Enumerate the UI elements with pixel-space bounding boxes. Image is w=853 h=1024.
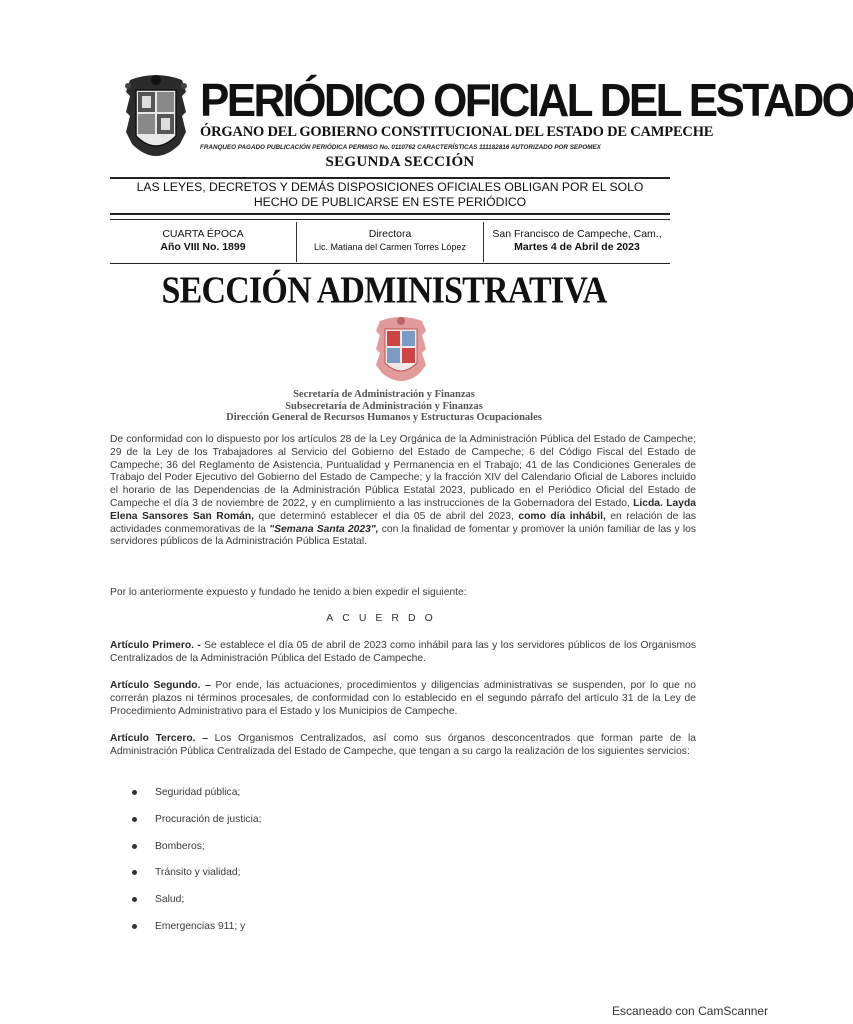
divider bbox=[110, 263, 670, 264]
inhabil-highlight: como día inhábil, bbox=[518, 510, 606, 522]
preamble-paragraph bbox=[110, 434, 696, 549]
intro-paragraph: Por lo anteriormente expuesto y fundado he tenido a bien expedir el siguiente: bbox=[110, 587, 467, 598]
divider bbox=[110, 177, 670, 179]
list-item: Bomberos; bbox=[130, 841, 261, 868]
legal-notice-line-2: HECHO DE PUBLICARSE EN ESTE PERIÓDICO bbox=[253, 195, 527, 209]
newspaper-subtitle: ÓRGANO DEL GOBIERNO CONSTITUCIONAL DEL ESTADO DE CAMPECHE bbox=[200, 124, 714, 140]
legal-notice bbox=[110, 180, 670, 210]
list-item: Tránsito y vialidad; bbox=[130, 867, 261, 894]
section-title: SECCIÓN ADMINISTRATIVA bbox=[161, 270, 607, 312]
acuerdo-heading: ACUERDO bbox=[326, 612, 442, 624]
services-list bbox=[130, 787, 261, 948]
date-cell bbox=[483, 222, 670, 262]
publication-date: Martes 4 de Abril de 2023 bbox=[514, 241, 640, 253]
preamble-text: que determinó establecer el día 05 de abril del 2023, bbox=[254, 510, 519, 522]
director-name: Lic. Matiana del Carmen Torres López bbox=[314, 242, 466, 252]
section-label: SEGUNDA SECCIÓN bbox=[325, 154, 475, 170]
article-3-label: Artículo Tercero. – bbox=[110, 733, 208, 744]
preamble-text: De conformidad con lo dispuesto por los artículos 28 de la Ley Orgánica de la Administración Pública del Estado de Campeche; 29 de la Ley de los Trabajadores al Servicio del Gobierno del Estado de Campeche; 6 del Código Fiscal del Estado de Campeche; 36 del Reglamento de Asistencia, Puntualidad y Permanencia en el Trabajo; 41 de las Condiciones Generales de Trabajo del Poder Ejecutivo del Gobierno del Estado de Campeche; y la fracción XIV del Calendario Oficial de Labores incluido el horario de las Dependencias de la Administración Pública Estatal 2023, publicado en el Periódico Oficial del Estado de Campeche el día 3 de noviembre de 2022, y en cumplimiento a las instrucciones de la Gobernadora del Estado, bbox=[110, 434, 696, 509]
list-item: Emergencias 911; y bbox=[130, 921, 261, 948]
place-label: San Francisco de Campeche, Cam., bbox=[492, 228, 662, 240]
newspaper-title: PERIÓDICO OFICIAL DEL ESTADO bbox=[200, 74, 853, 127]
article-2-text: Por ende, las actuaciones, procedimientos y diligencias administrativas se suspenden, por lo que no correrán plazos ni términos procesales, de conformidad con lo establecido en el segundo párrafo del artículo 31 de la Ley de Procedimiento Administrativo para el Estado y los Municipios de Campeche. bbox=[110, 680, 696, 717]
department-line-1: Secretaría de Administración y Finanzas bbox=[293, 389, 475, 400]
issue-number: Año VIII No. 1899 bbox=[160, 241, 246, 253]
epoca-label: CUARTA ÉPOCA bbox=[162, 228, 244, 240]
article-1-label: Artículo Primero. - bbox=[110, 640, 201, 651]
divider bbox=[110, 213, 670, 215]
department-header bbox=[0, 389, 768, 424]
franqueo-line: FRANQUEO PAGADO PUBLICACIÓN PERIÓDICA PERMISO No. 0110762 CARACTERÍSTICAS 111182816 AUTORIZADO POR SEPOMEX bbox=[200, 144, 601, 151]
masthead bbox=[200, 74, 853, 171]
director-label: Directora bbox=[368, 228, 412, 240]
article-3-text: Los Organismos Centralizados, así como sus órganos desconcentrados que forman parte de la Administración Pública Centralizada del Estado de Campeche, que tengan a su cargo la realización de los siguientes servicios: bbox=[110, 733, 697, 757]
department-line-2: Subsecretaría de Administración y Finanzas bbox=[285, 400, 483, 412]
list-item: Seguridad pública; bbox=[130, 787, 261, 814]
article-2-label: Artículo Segundo. – bbox=[110, 680, 211, 691]
article-1 bbox=[110, 640, 696, 666]
governor-name: Licda. Layda Elena Sansores San Román, bbox=[110, 497, 696, 522]
issue-number-cell bbox=[110, 222, 296, 262]
department-line-3: Dirección General de Recursos Humanos y Estructuras Ocupacionales bbox=[226, 412, 542, 423]
director-cell bbox=[296, 222, 483, 262]
article-1-text: Se establece el día 05 de abril de 2023 como inhábil para las y los servidores públicos de los Organismos Centralizados de la Administración Pública del Estado de Campeche. bbox=[110, 640, 696, 664]
preamble-text: con la finalidad de fomentar y promover la unión familiar de las y los servidores públicos de la Administración Pública Estatal. bbox=[110, 523, 696, 548]
list-item: Salud; bbox=[130, 894, 261, 921]
divider bbox=[110, 219, 670, 220]
article-2 bbox=[110, 680, 696, 718]
issue-info-row bbox=[110, 222, 670, 262]
article-3 bbox=[110, 733, 696, 759]
legal-notice-line-1: LAS LEYES, DECRETOS Y DEMÁS DISPOSICIONES OFICIALES OBLIGAN POR EL SOLO bbox=[136, 180, 644, 194]
preamble-text: en relación de las actividades conmemorativas de la bbox=[110, 510, 697, 535]
scanner-watermark: Escaneado con CamScanner bbox=[612, 1004, 769, 1018]
list-item: Procuración de justicia; bbox=[130, 814, 261, 841]
coat-of-arms-icon bbox=[372, 315, 430, 387]
semana-santa-highlight: "Semana Santa 2023", bbox=[269, 523, 379, 535]
state-seal-logo bbox=[120, 72, 192, 168]
